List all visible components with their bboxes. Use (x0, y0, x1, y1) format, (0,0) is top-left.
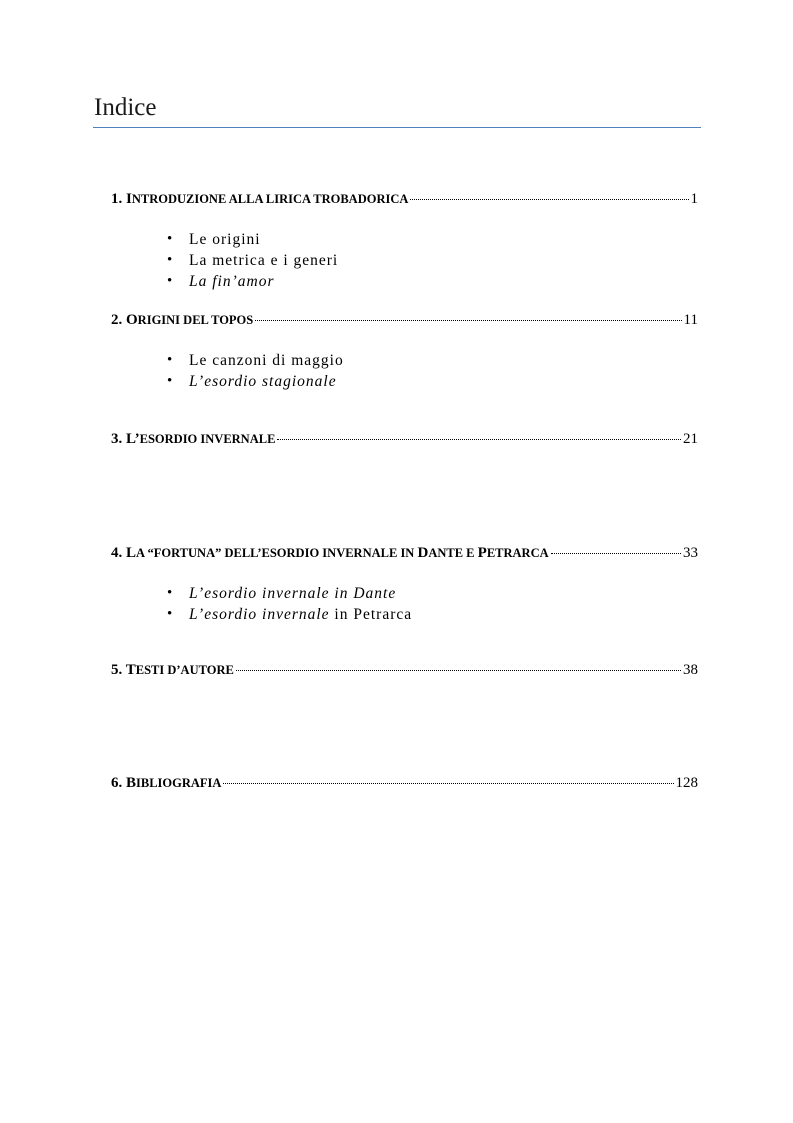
toc-entry-5-title: 5. TESTI D’AUTORE (111, 662, 234, 678)
toc-entry-2-title: 2. ORIGINI DEL TOPOS (111, 312, 254, 328)
dot-leader (551, 553, 681, 554)
toc-entry-4-title: 4. LA “FORTUNA” DELL’ESORDIO INVERNALE IN DANTE E PETRARCA (111, 545, 549, 561)
toc-entry-3[interactable] (111, 430, 698, 448)
list-item: • La fin’amor (167, 273, 275, 290)
bullet-icon: • (167, 252, 173, 268)
bullet-icon: • (167, 606, 173, 622)
list-item: • Le canzoni di maggio (167, 352, 344, 369)
toc-entry-1-title: 1. INTRODUZIONE ALLA LIRICA TROBADORICA (111, 191, 409, 207)
dot-leader (277, 439, 681, 440)
toc-entry-6-title: 6. BIBLIOGRAFIA (111, 775, 222, 791)
bullet-icon: • (167, 352, 173, 368)
toc-entry-4-page: 33 (683, 545, 698, 561)
bullet-icon: • (167, 273, 173, 289)
list-item: • L’esordio invernale in Petrarca (167, 606, 413, 623)
list-item: • La metrica e i generi (167, 252, 339, 269)
dot-leader (255, 320, 681, 321)
title-underline (93, 127, 701, 128)
toc-entry-2-page: 11 (683, 312, 698, 328)
toc-entry-2-sublist (165, 350, 344, 392)
page-title: Indice (94, 94, 157, 121)
toc-entry-5-page: 38 (683, 662, 698, 678)
dot-leader (410, 199, 688, 200)
toc-entry-4-sublist (165, 583, 412, 625)
bullet-icon: • (167, 373, 173, 389)
toc-entry-3-title: 3. L’ESORDIO INVERNALE (111, 431, 276, 447)
toc-entry-6-page: 128 (675, 775, 698, 791)
list-item: • L’esordio invernale in Dante (167, 585, 397, 602)
toc-entry-1-page: 1 (690, 191, 698, 207)
dot-leader (223, 783, 673, 784)
bullet-icon: • (167, 231, 173, 247)
bullet-icon: • (167, 585, 173, 601)
toc-entry-2[interactable] (111, 311, 698, 329)
toc-entry-4[interactable] (111, 544, 698, 562)
toc-entry-3-page: 21 (683, 431, 698, 447)
toc-entry-5[interactable] (111, 661, 698, 679)
list-item: • L’esordio stagionale (167, 373, 337, 390)
list-item: • Le origini (167, 231, 261, 248)
toc-entry-1[interactable] (111, 190, 698, 208)
toc-entry-6[interactable] (111, 774, 698, 792)
toc-entry-1-sublist (165, 229, 338, 292)
dot-leader (236, 670, 681, 671)
